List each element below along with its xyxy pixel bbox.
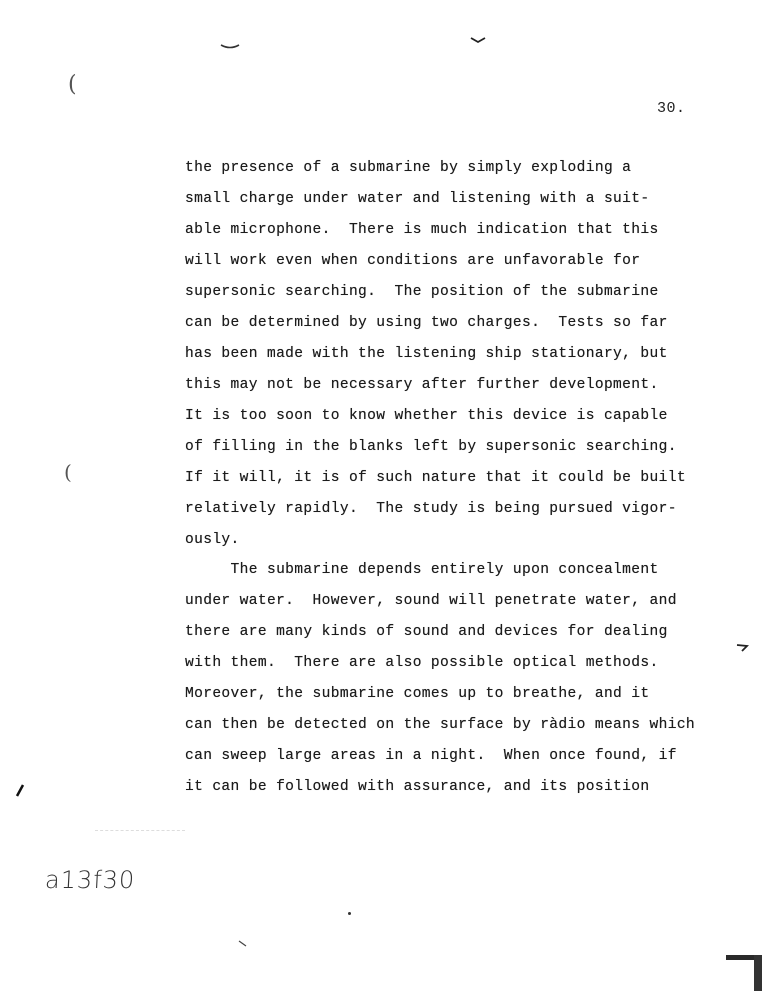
text-line: able microphone. There is much indication that this (185, 222, 659, 238)
text-line: relatively rapidly. The study is being pursued vigor- (185, 501, 677, 517)
text-line: can then be detected on the surface by ràdio means which (185, 717, 696, 733)
text-line: can be determined by using two charges. Tests so far (185, 315, 668, 331)
scan-artifact-mark (470, 37, 486, 45)
faint-rule (95, 830, 185, 831)
text-line: has been made with the listening ship stationary, but (185, 346, 668, 362)
text-line: Moreover, the submarine comes up to breathe, and it (185, 686, 650, 702)
punch-hole-mark: ( (68, 72, 77, 97)
text-line: If it will, it is of such nature that it could be built (185, 470, 686, 486)
handwritten-annotation: a13f30 (44, 866, 136, 894)
page-corner-mark (726, 955, 762, 991)
scan-artifact-mark (220, 43, 240, 51)
text-line: it can be followed with assurance, and its position (185, 779, 650, 795)
text-line: there are many kinds of sound and devices for dealing (185, 624, 668, 640)
margin-mark (736, 643, 750, 653)
text-line: The submarine depends entirely upon concealment (185, 562, 659, 578)
scan-speck (348, 912, 351, 915)
text-line: the presence of a submarine by simply exploding a (185, 160, 632, 176)
text-line: can sweep large areas in a night. When once found, if (185, 748, 677, 764)
text-line: ously. (185, 532, 240, 548)
text-line: small charge under water and listening with a suit- (185, 191, 650, 207)
text-line: will work even when conditions are unfavorable for (185, 253, 641, 269)
text-line: under water. However, sound will penetrate water, and (185, 593, 677, 609)
page-number: 30. (657, 100, 686, 117)
text-line: with them. There are also possible optical methods. (185, 655, 659, 671)
scan-artifact-mark (238, 940, 248, 948)
text-line: of filling in the blanks left by supersonic searching. (185, 439, 677, 455)
margin-pen-mark (15, 784, 25, 798)
text-line: this may not be necessary after further development. (185, 377, 659, 393)
punch-hole-mark: ( (64, 460, 72, 484)
text-line: supersonic searching. The position of the submarine (185, 284, 659, 300)
text-line: It is too soon to know whether this device is capable (185, 408, 668, 424)
